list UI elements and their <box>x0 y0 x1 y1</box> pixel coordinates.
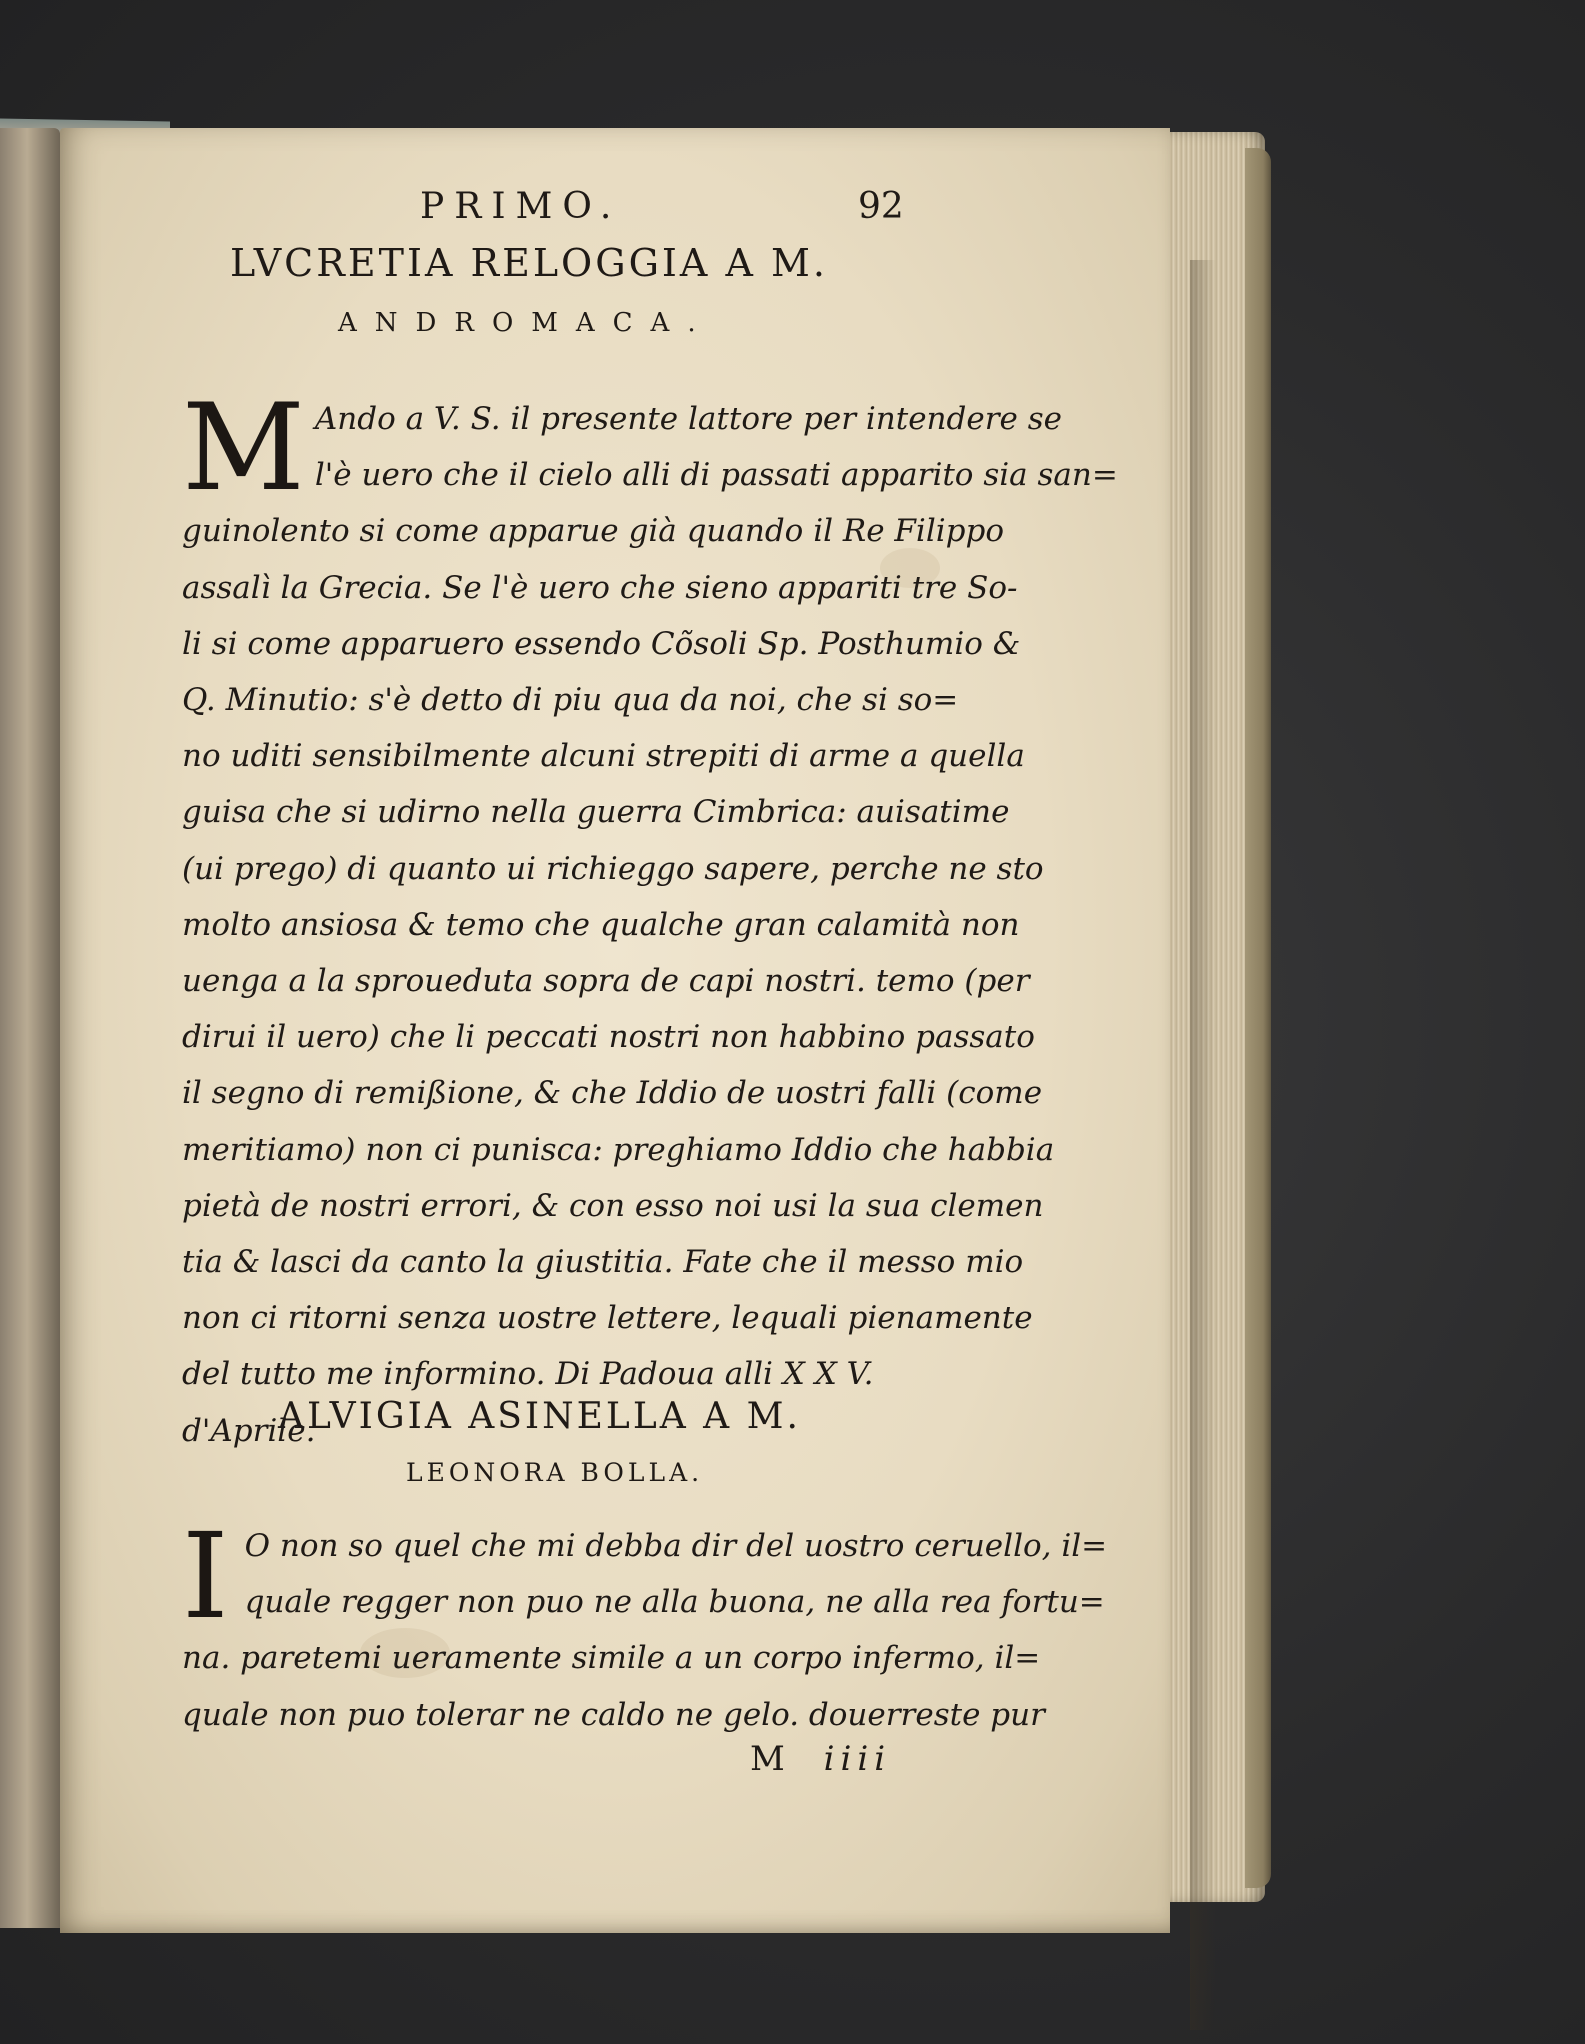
text-line: l'è uero che il cielo alli di passati apparito sia san= <box>314 457 1118 494</box>
running-head: PRIMO. <box>420 186 622 227</box>
text-line: li si come apparuero essendo Cõsoli Sp. Posthumio & <box>182 625 1021 662</box>
text-line: non ci ritorni senza uostre lettere, lequali pienamente <box>182 1300 1033 1337</box>
text-line: dirui il uero) che li peccati nostri non habbino passato <box>182 1019 1035 1056</box>
letter-2-heading-line-2: LEONORA BOLLA. <box>406 1458 704 1487</box>
text-line: del tutto me informino. Di Padoua alli X X V. <box>182 1356 874 1393</box>
book-cover-edge <box>1245 148 1271 1888</box>
signature-letter: M <box>750 1739 799 1779</box>
page-number: 92 <box>858 186 904 227</box>
left-page <box>0 128 60 1928</box>
text-line: (ui prego) di quanto ui richieggo sapere, perche ne sto <box>182 850 1044 887</box>
text-line: pietà de nostri errori, & con esso noi usi la sua clemen <box>182 1187 1044 1224</box>
text-line: quale regger non puo ne alla buona, ne alla rea fortu= <box>244 1584 1105 1621</box>
text-line: meritiamo) non ci punisca: preghiamo Iddio che habbia <box>182 1131 1055 1168</box>
letter-2-heading-line-1: ALVIGIA ASINELLA A M. <box>278 1396 801 1437</box>
letter-1-body <box>182 379 1118 1459</box>
text-line: guinolento si come apparue già quando il Re Filippo <box>182 513 1005 550</box>
text-line: tia & lasci da canto la giustitia. Fate che il messo mio <box>182 1244 1024 1281</box>
text-line: assalì la Grecia. Se l'è uero che sieno appariti tre So- <box>182 569 1018 606</box>
page-text <box>60 128 1170 1933</box>
text-line: d'Aprile. <box>182 1412 316 1449</box>
letter-1-heading-line-2: ANDROMACA. <box>338 308 714 338</box>
text-line: uenga a la sproueduta sopra de capi nostri. temo (per <box>182 963 1030 1000</box>
text-line: quale non puo tolerar ne caldo ne gelo. douerreste pur <box>182 1696 1045 1733</box>
text-line: Q. Minutio: s'è detto di piu qua da noi, che si so= <box>182 682 959 719</box>
text-line: molto ansiosa & temo che qualche gran calamità non <box>182 906 1020 943</box>
page-edge-shadow <box>1190 260 1216 2030</box>
signature-number: iiii <box>823 1739 892 1779</box>
text-line: O non so quel che mi debba dir del uostro ceruello, il= <box>244 1528 1108 1564</box>
text-line: Ando a V. S. il presente lattore per intendere se <box>314 401 1062 437</box>
text-line: na. paretemi ueramente simile a un corpo infermo, il= <box>182 1640 1041 1677</box>
text-line: il segno di remißione, & che Iddio de uostri falli (come <box>182 1075 1043 1112</box>
letter-1-drop-cap: M <box>182 379 305 518</box>
letter-2-drop-cap: I <box>182 1507 229 1645</box>
letter-1-heading-line-1: LVCRETIA RELOGGIA A M. <box>230 241 828 285</box>
letter-2-body <box>182 1507 1108 1743</box>
signature-mark <box>750 1739 891 1779</box>
book-page <box>60 128 1170 1933</box>
text-line: guisa che si udirno nella guerra Cimbrica: auisatime <box>182 794 1010 831</box>
text-line: no uditi sensibilmente alcuni strepiti di arme a quella <box>182 738 1025 775</box>
